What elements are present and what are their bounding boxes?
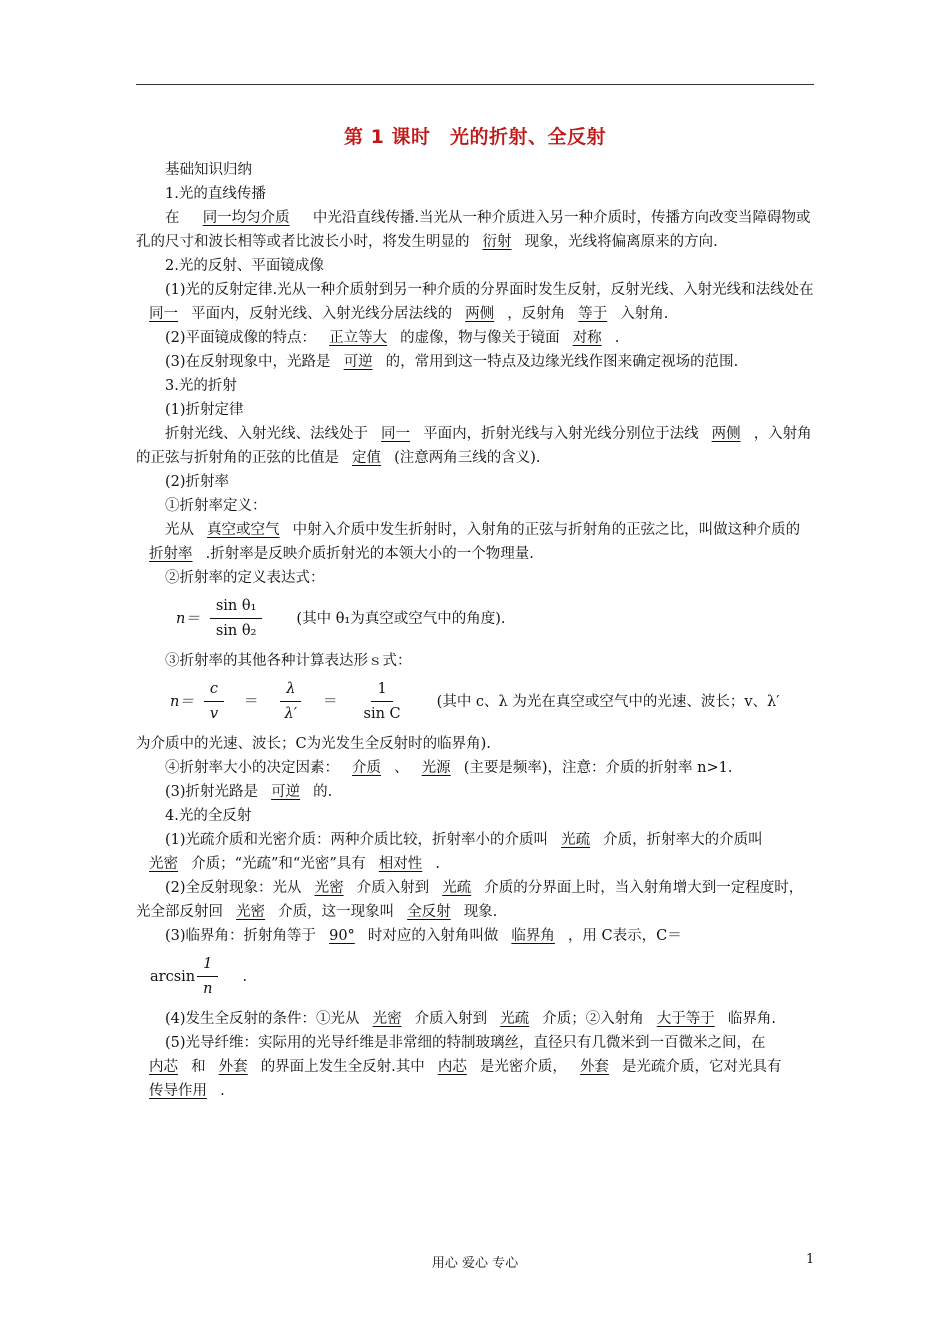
s3-law	[136, 422, 814, 470]
text-run: λ	[280, 679, 301, 702]
text-run: sin θ₂	[215, 623, 257, 639]
blank-answer: 同一	[149, 306, 179, 322]
fraction	[204, 679, 224, 724]
text-run: 介质入射到	[414, 1011, 488, 1027]
s3-det	[136, 756, 814, 780]
s3-def-head: ①折射率定义：	[165, 498, 267, 514]
blank-answer: 临界角	[511, 928, 555, 944]
blank-answer: 正立等大	[329, 330, 388, 346]
text-run: ，入射角的正弦与折射角的正弦的比值是	[136, 426, 812, 466]
page-title: 第 1 课时 光的折射、全反射	[344, 126, 606, 148]
text-run: 中光沿直线传播.当光从一种介质进入另一种介质时，传播方向改变当障碍物或孔的尺寸和波长相等或者比波长小时，将发生明显的	[136, 210, 811, 250]
text-run: 时对应的入射角叫做	[367, 928, 499, 944]
text-run: c	[204, 679, 224, 702]
text-run: n	[203, 981, 213, 997]
blank-answer: 外套	[218, 1059, 248, 1075]
s4-heading: 4.光的全反射	[165, 808, 252, 824]
page-number: 1	[806, 1252, 815, 1267]
blank-answer: 两侧	[465, 306, 495, 322]
blank-answer: 外套	[579, 1059, 609, 1075]
fraction	[358, 679, 407, 724]
text-run: n＝	[176, 610, 200, 627]
s1-paragraph	[136, 206, 814, 254]
text-run: .	[435, 856, 440, 872]
s3-sub2: (2)折射率	[165, 474, 230, 490]
text-run: λ′	[284, 706, 298, 722]
blank-answer: 相对性	[378, 856, 423, 872]
text-run: 现象，光线将偏离原来的方向.	[524, 234, 718, 250]
text-run: .	[242, 968, 248, 985]
blank-answer: 折射率	[149, 546, 193, 562]
blank-answer: 全反射	[407, 904, 451, 920]
s3-heading: 3.光的折射	[165, 378, 237, 394]
fraction	[197, 954, 218, 999]
text-run: 中射入介质中发生折射时，入射角的正弦与折射角的正弦之比，叫做这种介质的	[292, 522, 801, 538]
text-run: ④折射率大小的决定因素：	[165, 760, 339, 776]
text-run: sin θ₁	[210, 596, 263, 619]
s2-p2	[136, 326, 814, 350]
text-run: 介质的分界面上时，当入射角增大到一定程度时，光全部反射回	[136, 880, 804, 920]
formula-definition	[136, 596, 814, 641]
fraction	[210, 596, 263, 641]
text-run: (3)折射光路是	[165, 784, 259, 800]
blank-answer: 光密	[372, 1011, 402, 1027]
s3-sub1: (1)折射定律	[165, 402, 244, 418]
text-run: (3)在反射现象中，光路是	[165, 354, 331, 370]
text-run: 光从	[165, 522, 194, 538]
blank-answer: 可逆	[343, 354, 373, 370]
text-run: (2)平面镜成像的特点：	[165, 330, 317, 346]
text-run: (主要是频率)，注意：介质的折射率 n>1.	[463, 760, 733, 776]
formula-critical-angle	[136, 954, 814, 999]
text-run: ，反射角	[507, 306, 566, 322]
s3-note-cont: 为介质中的光速、波长；C为光发生全反射时的临界角).	[136, 736, 491, 752]
text-run: (注意两角三线的含义).	[394, 450, 541, 466]
text-run: 的，常用到这一特点及边缘光线作图来确定视场的范围.	[385, 354, 739, 370]
text-run: 入射角.	[620, 306, 669, 322]
text-run: arcsin	[150, 968, 196, 985]
text-run: 平面内，反射光线、入射光线分居法线的	[191, 306, 453, 322]
text-run: 介质；“光疏”和“光密”具有	[191, 856, 366, 872]
blank-answer: 光密	[236, 904, 266, 920]
s4-p1	[136, 828, 814, 876]
text-run: 的.	[313, 784, 333, 800]
text-run: 和	[191, 1059, 206, 1075]
text-run: 现象.	[463, 904, 498, 920]
text-run: ＝	[323, 693, 338, 710]
blank-answer: 衍射	[482, 234, 512, 250]
blank-answer: 定值	[352, 450, 382, 466]
s4-p5	[136, 1031, 814, 1103]
text-run: 平面内，折射光线与入射光线分别位于法线	[423, 426, 699, 442]
blank-answer: 可逆	[271, 784, 301, 800]
formula-other	[136, 679, 814, 724]
blank-answer: 真空或空气	[207, 522, 280, 538]
blank-answer: 光疏	[561, 832, 591, 848]
blank-answer: 90°	[329, 928, 355, 944]
text-run: 、	[394, 760, 409, 776]
blank-answer: 传导作用	[149, 1083, 208, 1099]
s2-p3	[136, 350, 814, 374]
blank-answer: 两侧	[711, 426, 741, 442]
text-run: .	[220, 1083, 225, 1099]
footer-text: 用心 爱心 专心	[431, 1256, 519, 1271]
s3-expr-head: ②折射率的定义表达式：	[165, 570, 325, 586]
text-run: 是光密介质，	[479, 1059, 567, 1075]
blank-answer: 同一均匀介质	[202, 210, 290, 226]
text-run: 介质入射到	[356, 880, 430, 896]
blank-answer: 光密	[149, 856, 179, 872]
s3-def	[136, 518, 814, 566]
s4-p2	[136, 876, 814, 924]
blank-answer: 大于等于	[656, 1011, 715, 1027]
text-run: 介质；②入射角	[542, 1011, 644, 1027]
text-run: ，用 C表示，C＝	[567, 928, 682, 944]
blank-answer: 对称	[572, 330, 602, 346]
text-run: .折射率是反映介质折射光的本领大小的一个物理量.	[205, 546, 534, 562]
fraction	[279, 679, 303, 724]
text-run: n＝	[170, 693, 194, 710]
blank-answer: 内芯	[437, 1059, 467, 1075]
text-run: (2)全反射现象：光从	[165, 880, 302, 896]
s3-reversible	[136, 780, 814, 804]
text-run: 临界角.	[727, 1011, 776, 1027]
text-run: 是光疏介质，它对光具有	[621, 1059, 782, 1075]
blank-answer: 介质	[352, 760, 382, 776]
blank-answer: 光源	[421, 760, 451, 776]
text-run: 1	[197, 954, 218, 977]
blank-answer: 内芯	[149, 1059, 179, 1075]
text-run: 介质，这一现象叫	[278, 904, 395, 920]
text-run: sin C	[363, 706, 401, 722]
blank-answer: 光密	[314, 880, 344, 896]
text-run: (5)光导纤维：实际用的光导纤维是非常细的特制玻璃丝，直径只有几微米到一百微米之间，在	[165, 1035, 766, 1051]
document-body	[136, 118, 814, 1103]
text-run: ＝	[244, 693, 259, 710]
text-run: (3)临界角：折射角等于	[165, 928, 317, 944]
text-run: 的界面上发生全反射.其中	[260, 1059, 425, 1075]
blank-answer: 光疏	[500, 1011, 530, 1027]
text-run: 介质，折射率大的介质叫	[603, 832, 763, 848]
text-run: (其中 θ₁为真空或空气中的角度).	[296, 610, 506, 627]
s4-p3	[136, 924, 814, 948]
text-run: .	[614, 330, 620, 346]
text-run: 1	[371, 679, 392, 702]
text-run: 折射光线、入射光线、法线处于	[165, 426, 368, 442]
s1-heading: 1.光的直线传播	[165, 186, 266, 202]
text-run: 在	[165, 210, 180, 226]
s2-p1	[136, 278, 814, 326]
text-run: 的虚像，物与像关于镜面	[400, 330, 560, 346]
blank-answer: 等于	[578, 306, 608, 322]
s2-heading: 2.光的反射、平面镜成像	[165, 258, 324, 274]
blank-answer: 光疏	[442, 880, 472, 896]
s3-other-head: ③折射率的其他各种计算表达形ｓ式：	[165, 653, 412, 669]
text-run: v	[209, 706, 219, 722]
text-run: (1)光疏介质和光密介质：两种介质比较，折射率小的介质叫	[165, 832, 549, 848]
header-rule	[136, 84, 814, 85]
blank-answer: 同一	[381, 426, 411, 442]
text-run: (1)光的反射定律.光从一种介质射到另一种介质的分界面时发生反射，反射光线、入射光线和法线处在	[165, 282, 814, 298]
s4-p4	[136, 1007, 814, 1031]
text-run: (其中 c、λ 为光在真空或空气中的光速、波长；v、λ′	[436, 693, 780, 710]
section-heading: 基础知识归纳	[165, 162, 252, 178]
text-run: (4)发生全反射的条件：①光从	[165, 1011, 360, 1027]
